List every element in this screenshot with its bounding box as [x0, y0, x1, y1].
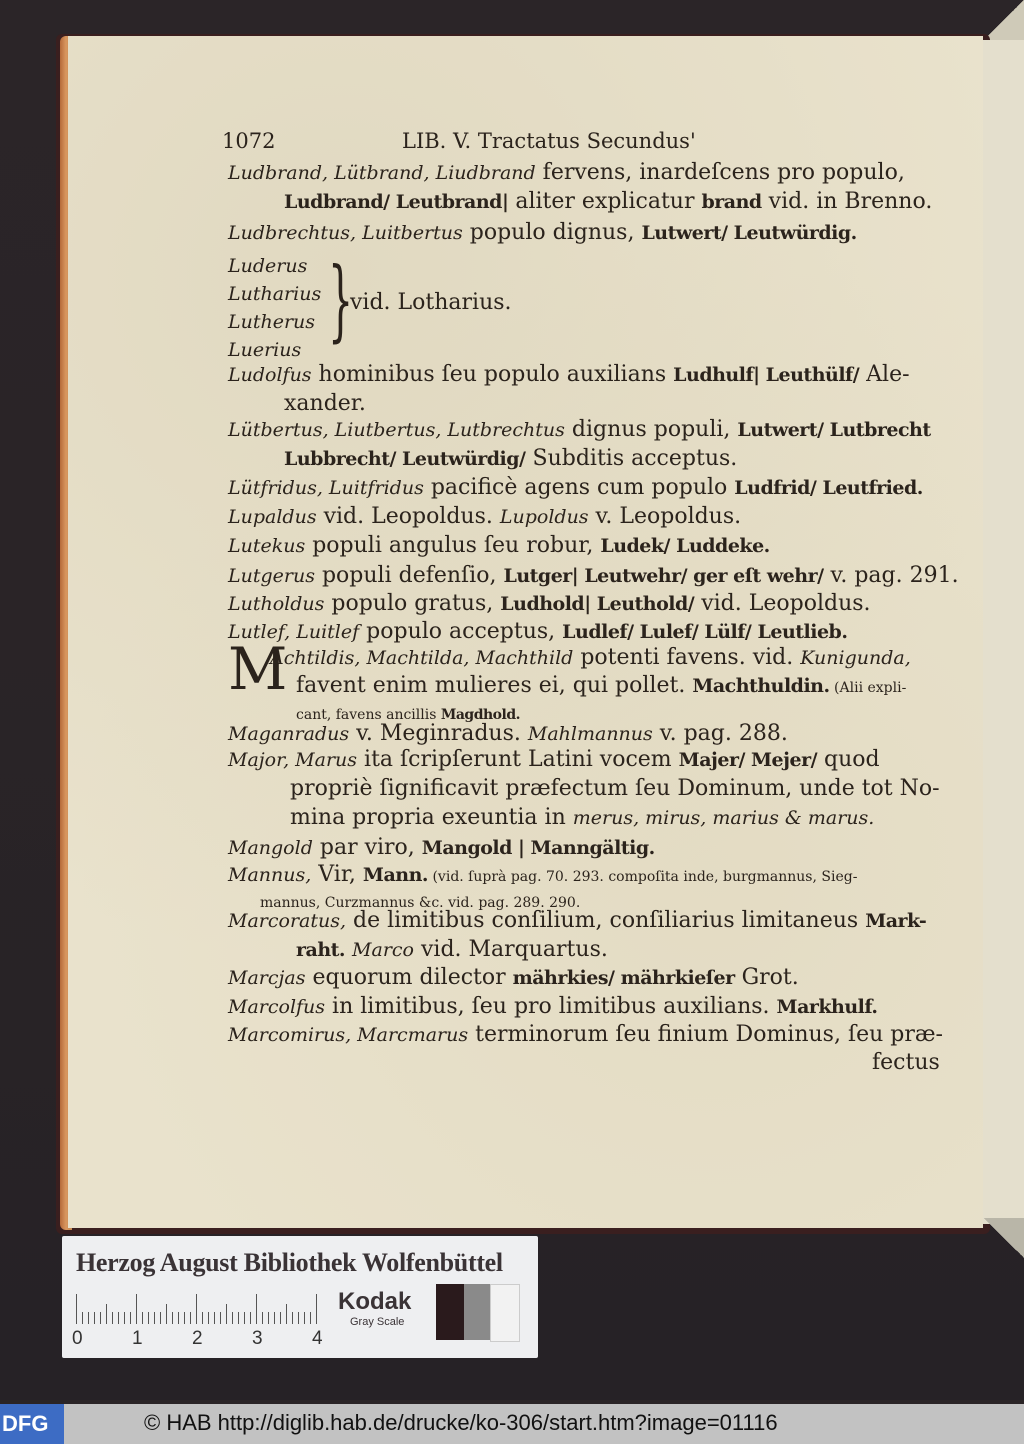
german-blackletter: Ludhold| Leuthold/ — [500, 593, 695, 615]
body-text: quod — [817, 747, 880, 772]
ruler-tick — [214, 1312, 215, 1324]
latin-name: Kunigunda, — [800, 647, 911, 669]
german-blackletter: mährkies/ mährkieſer — [512, 967, 735, 989]
german-blackletter: Lutwert/ Leutwürdig. — [641, 222, 857, 244]
german-blackletter: Markhulf. — [776, 996, 878, 1018]
ruler-tick — [238, 1312, 239, 1324]
body-text: populo dignus, — [462, 220, 642, 245]
body-text: (vid. ſuprà pag. 70. 293. compoſita inde, burgmannus, Sieg- — [428, 869, 858, 885]
ruler-tick — [136, 1294, 137, 1324]
latin-name: Lutgerus — [228, 565, 315, 587]
german-blackletter: raht. — [296, 939, 346, 961]
latin-name: Marcjas — [228, 967, 306, 989]
ruler-tick — [148, 1312, 149, 1324]
latin-name: Mangold — [228, 837, 313, 859]
ruler-tick — [274, 1312, 275, 1324]
ruler-tick — [292, 1312, 293, 1324]
body-text: de limitibus conſilium, conſiliarius limitaneus — [346, 908, 866, 933]
german-blackletter: Mark- — [865, 910, 927, 932]
text-line — [228, 965, 799, 991]
ruler-tick — [112, 1312, 113, 1324]
latin-name: Lütbertus, Liutbertus, Lutbrechtus — [228, 419, 565, 441]
body-text: Vir, — [311, 862, 363, 887]
german-blackletter: Lutwert/ Lutbrecht — [737, 419, 931, 441]
ruler-tick — [94, 1312, 95, 1324]
footer-bar — [0, 1404, 1024, 1444]
german-blackletter: Ludbrand/ Leutbrand| — [284, 191, 509, 213]
ruler-tick — [160, 1312, 161, 1324]
brace-glyph: } — [328, 248, 354, 351]
text-line — [228, 747, 880, 773]
ruler-tick — [316, 1294, 317, 1324]
body-text: potenti favens. vid. — [573, 645, 801, 670]
text-line — [296, 937, 608, 963]
body-text: vid. in Brenno. — [761, 189, 933, 214]
ruler-tick — [208, 1312, 209, 1324]
body-text: xander. — [284, 391, 366, 416]
latin-name: Mannus, — [228, 864, 312, 886]
text-line — [290, 805, 874, 831]
next-page-corner-bottom — [984, 1218, 1024, 1258]
text-line — [228, 160, 905, 186]
ruler-tick — [250, 1312, 251, 1324]
latin-name: Ludbrechtus, Luitbertus — [228, 222, 463, 244]
german-blackletter: Machthuldin. — [692, 675, 830, 697]
ruler-tick — [76, 1294, 77, 1324]
body-text: Grot. — [734, 965, 799, 990]
text-line — [228, 563, 959, 589]
body-text: equorum dilector — [305, 965, 513, 990]
ruler-tick — [196, 1294, 197, 1324]
ruler-tick — [106, 1304, 107, 1324]
library-name: Herzog August Bibliothek Wolfenbüttel — [76, 1248, 503, 1277]
text-line — [290, 776, 940, 802]
ruler-tick — [226, 1304, 227, 1324]
body-text: v. Leopoldus. — [588, 504, 742, 529]
ruler-tick — [130, 1312, 131, 1324]
body-text: Subditis acceptus. — [525, 446, 738, 471]
text-line — [228, 362, 910, 388]
ruler-tick — [100, 1312, 101, 1324]
ruler-tick — [118, 1312, 119, 1324]
latin-name: Marcomirus, Marcmarus — [228, 1024, 469, 1046]
drop-cap: M — [228, 635, 288, 703]
body-text: mina propria exeuntia in — [290, 805, 573, 830]
latin-name: Marcolfus — [228, 996, 326, 1018]
latin-name: Lutherus — [228, 311, 316, 333]
text-line — [228, 417, 931, 443]
ruler-tick — [256, 1294, 257, 1324]
ruler-tick — [166, 1304, 167, 1324]
ruler-number: 0 — [72, 1328, 83, 1349]
body-text: vid. Leopoldus. — [694, 591, 871, 616]
text-line — [228, 835, 655, 861]
german-blackletter: brand — [701, 191, 762, 213]
latin-name: Marco — [352, 939, 414, 961]
ruler-number: 3 — [252, 1328, 263, 1349]
ruler-tick — [220, 1312, 221, 1324]
dfg-logo: DFG — [0, 1404, 64, 1444]
ruler-tick — [244, 1312, 245, 1324]
ruler-tick — [142, 1312, 143, 1324]
gray-swatch-white — [490, 1284, 520, 1342]
ruler-tick — [184, 1312, 185, 1324]
body-text: terminorum ſeu finium Dominus, ſeu præ- — [468, 1022, 943, 1047]
latin-name: Mahlmannus — [527, 723, 653, 745]
text-line — [228, 533, 770, 559]
german-blackletter: Lutger| Leutwehr/ ger eſt wehr/ — [503, 565, 824, 587]
german-blackletter: Mann. — [362, 864, 429, 886]
german-blackletter: Ludhulf| Leuthülf/ — [673, 364, 860, 386]
body-text: v. pag. 288. — [652, 721, 788, 746]
latin-name: Lupoldus — [499, 506, 589, 528]
text-line — [228, 862, 857, 890]
page-number: 1072 — [222, 129, 276, 153]
body-text: mannus, Curzmannus &c. vid. pag. 289. 290. — [260, 895, 581, 911]
text-line — [270, 645, 911, 671]
body-text: vid. Marquartus. — [413, 937, 608, 962]
text-line — [228, 591, 871, 617]
text-line — [228, 504, 741, 530]
latin-name: Ludbrand, Lütbrand, Liudbrand — [228, 162, 536, 184]
body-text: aliter explicatur — [508, 189, 702, 214]
latin-name: Lupaldus — [228, 506, 317, 528]
text-line — [284, 189, 932, 215]
ruler-tick — [88, 1312, 89, 1324]
latin-name: Achtildis, Machtilda, Machthild — [270, 647, 574, 669]
body-text — [345, 937, 352, 962]
body-text: fervens, inardeſcens pro populo, — [535, 160, 905, 185]
latin-name: merus, mirus, marius & marus. — [572, 807, 875, 829]
body-text: in limitibus, ſeu pro limitibus auxilians. — [325, 994, 777, 1019]
body-text: fectus — [872, 1050, 940, 1075]
latin-name: Maganradus — [228, 723, 350, 745]
german-blackletter: Lubbrecht/ Leutwürdig/ — [284, 448, 526, 470]
ruler-scale — [76, 1294, 322, 1324]
text-line — [228, 721, 788, 747]
text-line — [228, 220, 857, 246]
german-blackletter: Ludfrid/ Leutfried. — [734, 477, 923, 499]
kodak-logo: Kodak — [338, 1288, 412, 1315]
text-line — [228, 475, 923, 501]
text-line — [350, 290, 512, 316]
german-blackletter: Magdhold. — [440, 707, 521, 723]
german-blackletter: Ludek/ Luddeke. — [600, 535, 770, 557]
latin-name: Major, Marus — [228, 749, 358, 771]
german-blackletter: Mangold | Manngältig. — [421, 837, 655, 859]
body-text: cant, favens ancillis — [296, 707, 441, 723]
body-text: populi defenſio, — [314, 563, 504, 588]
body-text: populi angulus ſeu robur, — [305, 533, 601, 558]
gray-swatch-black — [436, 1284, 464, 1340]
text-line — [228, 281, 321, 307]
ruler-tick — [262, 1312, 263, 1324]
body-text: dignus populi, — [564, 417, 738, 442]
running-head: LIB. V. Tractatus Secundus' — [402, 129, 696, 153]
body-text: vid. Leopoldus. — [316, 504, 500, 529]
copyright-link[interactable]: © HAB http://diglib.hab.de/drucke/ko-306/start.htm?image=01116 — [144, 1410, 778, 1435]
text-line — [284, 391, 366, 417]
ruler-tick — [310, 1312, 311, 1324]
body-text: populo gratus, — [324, 591, 501, 616]
latin-name: Lutharius — [228, 283, 322, 305]
ruler-tick — [82, 1312, 83, 1324]
ruler-numbers — [72, 1328, 342, 1352]
text-line — [228, 619, 847, 645]
ruler-tick — [286, 1304, 287, 1324]
ruler-number: 4 — [312, 1328, 323, 1349]
body-text: populo acceptus, — [359, 619, 563, 644]
body-text: v. Meginradus. — [349, 721, 528, 746]
ruler-tick — [202, 1312, 203, 1324]
text-line — [228, 908, 926, 934]
latin-name: Marcoratus, — [228, 910, 347, 932]
ruler-number: 1 — [132, 1328, 143, 1349]
latin-name: Luderus — [228, 255, 308, 277]
body-text: favent enim mulieres ei, qui pollet. — [296, 673, 693, 698]
german-blackletter: Majer/ Mejer/ — [678, 749, 818, 771]
latin-name: Lütfridus, Luitfridus — [228, 477, 424, 499]
text-line — [228, 309, 315, 335]
body-text: pacificè agens cum populo — [423, 475, 735, 500]
ruler-tick — [178, 1312, 179, 1324]
body-text: v. pag. 291. — [823, 563, 959, 588]
latin-name: Luerius — [228, 339, 302, 361]
text-line — [228, 253, 307, 279]
text-line — [296, 673, 906, 701]
body-text: par viro, — [312, 835, 422, 860]
ruler-tick — [172, 1312, 173, 1324]
latin-name: Lutlef, Luitlef — [228, 621, 360, 643]
body-text: (Alii expli- — [829, 680, 907, 696]
gray-scale-label: Gray Scale — [350, 1316, 405, 1328]
latin-name: Ludolfus — [228, 364, 312, 386]
ruler-tick — [298, 1312, 299, 1324]
ruler-tick — [124, 1312, 125, 1324]
ruler-number: 2 — [192, 1328, 203, 1349]
latin-name: Lutekus — [228, 535, 306, 557]
german-blackletter: Ludlef/ Lulef/ Lülf/ Leutlieb. — [562, 621, 848, 643]
text-line — [228, 994, 878, 1020]
ruler-tick — [190, 1312, 191, 1324]
body-text: hominibus ſeu populo auxilians — [311, 362, 674, 387]
text-line — [228, 1022, 943, 1048]
ruler-tick — [154, 1312, 155, 1324]
body-text: Ale- — [859, 362, 910, 387]
ruler-tick — [268, 1312, 269, 1324]
body-text: propriè ſignificavit præfectum ſeu Dominum, unde tot No- — [290, 776, 940, 801]
calibration-card — [62, 1236, 538, 1358]
ruler-tick — [232, 1312, 233, 1324]
body-text: vid. Lotharius. — [350, 290, 512, 315]
latin-name: Lutholdus — [228, 593, 325, 615]
ruler-tick — [304, 1312, 305, 1324]
body-text: ita ſcripſerunt Latini vocem — [357, 747, 679, 772]
text-line — [284, 446, 737, 472]
ruler-tick — [280, 1312, 281, 1324]
gray-swatch-mid — [464, 1284, 490, 1340]
text-line — [228, 337, 301, 363]
text-line — [872, 1050, 940, 1076]
